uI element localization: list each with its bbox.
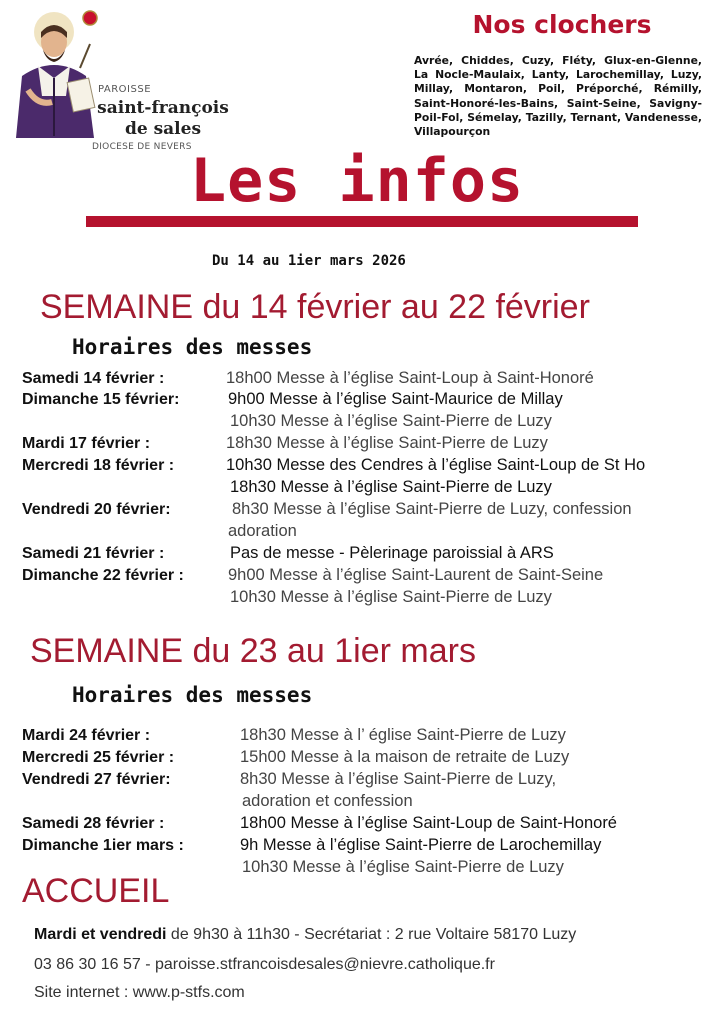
week2-event: 18h30 Messe à l’ église Saint-Pierre de Luzy — [240, 726, 566, 744]
week2-event: 15h00 Messe à la maison de retraite de Luzy — [240, 748, 570, 766]
title-underline — [86, 216, 638, 227]
week1-event: 18h30 Messe à l’église Saint-Pierre de Luzy — [230, 478, 552, 496]
date-range: Du 14 au 1ier mars 2026 — [212, 253, 406, 269]
week1-day-sun22: Dimanche 22 février : — [22, 567, 184, 584]
week1-schedule-heading: Horaires des messes — [72, 335, 313, 359]
week2-event: 18h00 Messe à l’église Saint-Loup de Saint-Honoré — [240, 814, 617, 832]
accueil-contact[interactable]: 03 86 30 16 57 - paroisse.stfrancoisdesales@nievre.catholique.fr — [34, 956, 495, 973]
week2-day-sun1: Dimanche 1ier mars : — [22, 837, 184, 854]
week1-day-sat14: Samedi 14 février : — [22, 370, 165, 387]
week1-event: adoration — [228, 522, 297, 540]
week2-day-wed25: Mercredi 25 février : — [22, 749, 175, 766]
week1-day-tue17: Mardi 17 février : — [22, 435, 151, 452]
logo-name-line2: de sales — [124, 119, 202, 139]
week1-event: 8h30 Messe à l’église Saint-Pierre de Luzy, confession — [232, 500, 632, 518]
logo-diocese-label: DIOCESE DE NEVERS — [92, 142, 192, 152]
clochers-list: Avrée, Chiddes, Cuzy, Fléty, Glux-en-Glenne, La Nocle-Maulaix, Lanty, Larochemillay, Luzy, Millay, Montaron, Poil, Préporché, Rémilly, Saint-Honoré-les-Bains, Saint-Seine, Savigny-Poil-Fol, Sémelay, Tazilly, Ternant, Vandenesse, Villapourçon — [414, 54, 702, 139]
logo-paroisse-label: PAROISSE — [98, 84, 152, 95]
page-title: Les infos — [190, 146, 525, 216]
week1-day-sun15: Dimanche 15 février: — [22, 391, 180, 408]
week2-event: 10h30 Messe à l’église Saint-Pierre de Luzy — [242, 858, 564, 876]
clochers-title: Nos clochers — [472, 10, 652, 39]
accueil-hours-text: de 9h30 à 11h30 - Secrétariat : 2 rue Voltaire 58170 Luzy — [166, 926, 577, 943]
week1-event: 18h30 Messe à l’église Saint-Pierre de Luzy — [226, 434, 548, 452]
week1-day-sat21: Samedi 21 février : — [22, 545, 165, 562]
week1-event: 10h30 Messe des Cendres à l’église Saint-Loup de St Ho — [226, 456, 646, 474]
week1-event: 10h30 Messe à l’église Saint-Pierre de Luzy — [230, 588, 552, 606]
week2-day-sat28: Samedi 28 février : — [22, 815, 165, 832]
week1-event: 10h30 Messe à l’église Saint-Pierre de Luzy — [230, 412, 552, 430]
week2-event: 8h30 Messe à l’église Saint-Pierre de Luzy, — [240, 770, 557, 788]
week1-event: 9h00 Messe à l’église Saint-Laurent de Saint-Seine — [228, 566, 604, 584]
accueil-website[interactable]: Site internet : www.p-stfs.com — [34, 984, 245, 1001]
accueil-hours — [34, 926, 576, 944]
week1-day-fri20: Vendredi 20 février: — [22, 501, 171, 518]
week1-day-wed18: Mercredi 18 février : — [22, 457, 175, 474]
logo-name-line1: saint-françois — [97, 98, 229, 118]
week2-event: 9h Messe à l’église Saint-Pierre de Larochemillay — [240, 836, 602, 854]
accueil-title: ACCUEIL — [22, 872, 170, 910]
week1-event: 18h00 Messe à l’église Saint-Loup à Saint-Honoré — [226, 369, 594, 387]
week1-event: Pas de messe - Pèlerinage paroissial à ARS — [230, 544, 554, 562]
week2-title: SEMAINE du 23 au 1ier mars — [30, 632, 476, 670]
accueil-days: Mardi et vendredi — [34, 926, 167, 943]
week2-day-tue24: Mardi 24 février : — [22, 727, 151, 744]
week2-event: adoration et confession — [242, 792, 413, 810]
week2-schedule-heading: Horaires des messes — [72, 683, 313, 707]
week1-event: 9h00 Messe à l’église Saint-Maurice de Millay — [228, 390, 563, 408]
week1-title: SEMAINE du 14 février au 22 février — [40, 288, 590, 326]
logo-parish-name — [88, 98, 238, 140]
week2-day-fri27: Vendredi 27 février: — [22, 771, 171, 788]
